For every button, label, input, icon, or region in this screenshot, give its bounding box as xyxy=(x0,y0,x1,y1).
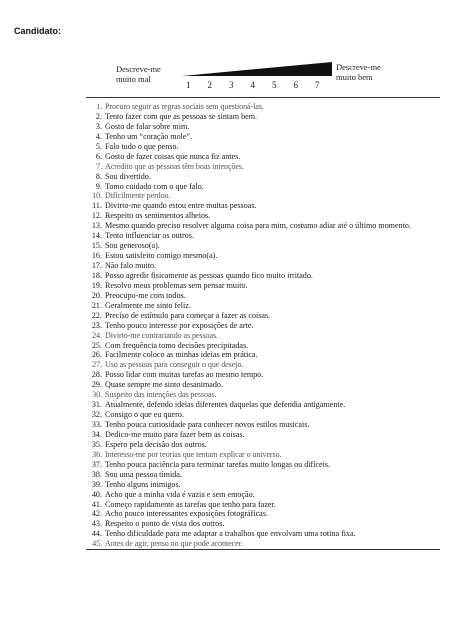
list-item xyxy=(86,132,446,142)
item-number: 7. xyxy=(96,161,102,171)
item-text: Falo tudo o que penso. xyxy=(105,141,179,151)
list-item xyxy=(86,529,446,539)
list-item xyxy=(86,291,446,301)
list-item xyxy=(86,400,446,410)
item-text: Posso agredir fisicamente as pessoas quando fico muito irritado. xyxy=(105,270,313,280)
item-text: Tento fazer com que as pessoas se sintam bem. xyxy=(105,111,258,121)
list-item xyxy=(86,162,446,172)
list-item xyxy=(86,251,446,261)
item-text: Acredito que as pessoas têm boas intenções. xyxy=(105,161,244,171)
item-number: 30. xyxy=(92,390,102,400)
item-number: 45. xyxy=(92,539,102,549)
item-number: 29. xyxy=(91,380,102,390)
list-item xyxy=(86,410,446,420)
scale-number-6: 6 xyxy=(293,80,298,90)
list-item xyxy=(86,152,446,162)
list-item xyxy=(86,331,446,341)
item-number: 8. xyxy=(95,171,102,181)
item-text: Suspeito das intenções das pessoas. xyxy=(105,390,217,400)
list-item xyxy=(86,112,446,122)
item-text: Divirto-me contrariando as pessoas. xyxy=(105,330,218,340)
item-number: 17. xyxy=(91,261,102,270)
item-text: Sou divertido. xyxy=(105,171,151,181)
scale-high-label-line1: Descreve-me xyxy=(336,62,381,72)
item-text: Não falo muito. xyxy=(105,261,157,270)
item-number: 22. xyxy=(91,310,102,320)
item-number: 38. xyxy=(91,469,102,479)
scale-number-7: 7 xyxy=(315,80,320,90)
item-text: Tenho pouca curiosidade para conhecer novos estilos musicais. xyxy=(105,420,310,429)
item-number: 31. xyxy=(91,400,102,410)
item-number: 44. xyxy=(91,529,102,539)
list-item xyxy=(86,509,446,519)
item-number: 15. xyxy=(91,241,102,251)
list-item xyxy=(86,271,446,281)
list-item xyxy=(86,350,446,360)
scale-number-4: 4 xyxy=(250,80,255,90)
item-number: 32. xyxy=(91,410,102,420)
item-number: 42. xyxy=(91,509,102,519)
item-number: 2. xyxy=(95,111,102,121)
item-number: 39. xyxy=(91,479,102,489)
list-item xyxy=(86,201,446,211)
item-text: Procuro seguir as regras sociais sem questioná-las. xyxy=(105,102,264,111)
list-item xyxy=(86,360,446,370)
item-text: Antes de agir, penso no que pode acontecer. xyxy=(105,539,243,549)
list-item xyxy=(86,460,446,470)
item-number: 24. xyxy=(92,330,102,340)
item-number: 12. xyxy=(91,211,102,221)
list-item xyxy=(86,142,446,152)
scale-high-label-line2: muito bem xyxy=(336,72,373,82)
list-item xyxy=(86,182,446,192)
list-item xyxy=(86,231,446,241)
item-number: 27. xyxy=(92,360,102,370)
item-text: Tento influenciar os outros. xyxy=(105,231,194,241)
list-item xyxy=(86,450,446,460)
item-text: Geralmente me sinto feliz. xyxy=(105,300,191,310)
item-text: Acho que a minha vida é vazia e sem emoção. xyxy=(105,489,255,499)
item-number: 37. xyxy=(91,459,102,469)
list-item xyxy=(86,281,446,291)
list-item xyxy=(86,370,446,380)
item-number: 35. xyxy=(91,439,102,449)
item-text: Resolvo meus problemas sem pensar muito. xyxy=(105,280,248,290)
item-text: Tenho pouca paciência para terminar tarefas muito longas ou difíceis. xyxy=(105,459,331,469)
item-number: 40. xyxy=(91,489,102,499)
item-number: 5. xyxy=(95,141,102,151)
list-item xyxy=(86,380,446,390)
item-text: Dedico-me muito para fazer bem as coisas. xyxy=(105,429,245,439)
item-text: Preciso de estímulo para começar a fazer as coisas. xyxy=(105,310,271,320)
list-item xyxy=(86,420,446,430)
scale-number-5: 5 xyxy=(272,80,277,90)
list-item xyxy=(86,390,446,400)
item-text: Gosto de falar sobre mim. xyxy=(105,121,190,131)
list-item xyxy=(86,440,446,450)
item-text: Divirto-me quando estou entre muitas pessoas. xyxy=(105,201,257,211)
top-divider xyxy=(86,97,440,98)
scale-low-label-line2: muito mal xyxy=(116,74,151,84)
item-number: 9. xyxy=(95,181,102,191)
list-item xyxy=(86,211,446,221)
item-number: 10. xyxy=(92,191,102,201)
item-number: 41. xyxy=(91,499,102,509)
item-number: 20. xyxy=(91,290,102,300)
item-text: Estou satisfeito comigo mesmo(a). xyxy=(105,251,218,261)
scale-number-2: 2 xyxy=(207,80,212,90)
item-number: 26. xyxy=(91,350,102,360)
item-number: 11. xyxy=(92,201,102,211)
list-item xyxy=(86,480,446,490)
list-item xyxy=(86,191,446,201)
item-text: Espero pela decisão dos outros. xyxy=(105,439,207,449)
item-number: 3. xyxy=(95,121,102,131)
item-text: Sou uma pessoa tímida. xyxy=(105,469,182,479)
item-text: Atualmente, defendo ideias diferentes daquelas que defendia antigamente. xyxy=(105,400,346,410)
list-item xyxy=(86,341,446,351)
item-text: Gosto de fazer coisas que nunca fiz antes. xyxy=(105,151,241,161)
item-number: 33. xyxy=(91,420,102,429)
item-number: 23. xyxy=(91,320,102,330)
item-text: Começo rapidamente as tarefas que tenho para fazer. xyxy=(105,499,276,509)
item-number: 1. xyxy=(96,102,102,111)
questionnaire-list xyxy=(86,102,446,549)
item-text: Respeito o ponto de vista dos outros. xyxy=(105,519,225,529)
scale-number-1: 1 xyxy=(186,80,191,90)
item-number: 25. xyxy=(91,340,102,350)
item-text: Mesmo quando preciso resolver alguma coisa para mim, costumo adiar até o último momento. xyxy=(105,221,411,231)
item-text: Respeito os sentimentos alheios. xyxy=(105,211,211,221)
list-item xyxy=(86,102,446,112)
list-item xyxy=(86,261,446,271)
item-text: Dificilmente perdoo. xyxy=(105,191,171,201)
item-text: Posso lidar com muitas tarefas ao mesmo tempo. xyxy=(105,370,264,380)
list-item xyxy=(86,301,446,311)
item-text: Consigo o que eu quero. xyxy=(105,410,184,420)
item-text: Tomo cuidado com o que falo. xyxy=(105,181,204,191)
scale-wedge-graphic xyxy=(182,62,332,76)
list-item xyxy=(86,122,446,132)
item-number: 13. xyxy=(91,221,102,231)
candidate-label: Candidato: xyxy=(14,26,61,36)
list-item xyxy=(86,241,446,251)
item-number: 6. xyxy=(95,151,102,161)
list-item xyxy=(86,500,446,510)
item-text: Acho pouco interessantes exposições fotográficas. xyxy=(105,509,268,519)
item-number: 4. xyxy=(95,131,102,141)
list-item xyxy=(86,221,446,231)
item-text: Preocupo-me com todos. xyxy=(105,290,186,300)
list-item xyxy=(86,430,446,440)
item-text: Quase sempre me sinto desanimado. xyxy=(105,380,224,390)
item-text: Tenho pouco interesse por exposições de arte. xyxy=(105,320,254,330)
list-item xyxy=(86,470,446,480)
list-item xyxy=(86,490,446,500)
item-number: 36. xyxy=(92,449,102,459)
list-item xyxy=(86,311,446,321)
item-text: Tenho alguns inimigos. xyxy=(105,479,181,489)
item-text: Interesso-me por teorias que tentam explicar o universo. xyxy=(105,449,282,459)
scale-number-3: 3 xyxy=(229,80,234,90)
item-text: Uso as pessoas para conseguir o que desejo. xyxy=(105,360,244,370)
item-text: Com frequência tomo decisões precipitadas. xyxy=(105,340,249,350)
item-number: 16. xyxy=(91,251,102,261)
list-item xyxy=(86,321,446,331)
scale-low-label xyxy=(116,64,161,84)
list-item xyxy=(86,519,446,529)
item-number: 14. xyxy=(91,231,102,241)
item-number: 18. xyxy=(91,270,102,280)
item-text: Facilmente coloco as minhas ideias em prática. xyxy=(105,350,258,360)
list-item xyxy=(86,539,446,549)
item-number: 28. xyxy=(91,370,102,380)
list-item xyxy=(86,172,446,182)
scale-numbers xyxy=(186,80,320,92)
item-text: Tenho dificuldade para me adaptar a trabalhos que envolvam uma rotina fixa. xyxy=(105,529,356,539)
item-number: 43. xyxy=(91,519,102,529)
item-number: 21. xyxy=(91,300,102,310)
item-number: 19. xyxy=(91,280,102,290)
bottom-divider xyxy=(86,549,440,550)
item-number: 34. xyxy=(91,429,102,439)
item-text: Tenho um “coração mole”. xyxy=(105,131,193,141)
scale-low-label-line1: Descreve-me xyxy=(116,64,161,74)
scale-high-label xyxy=(336,62,381,82)
item-text: Sou generoso(a). xyxy=(105,241,160,251)
